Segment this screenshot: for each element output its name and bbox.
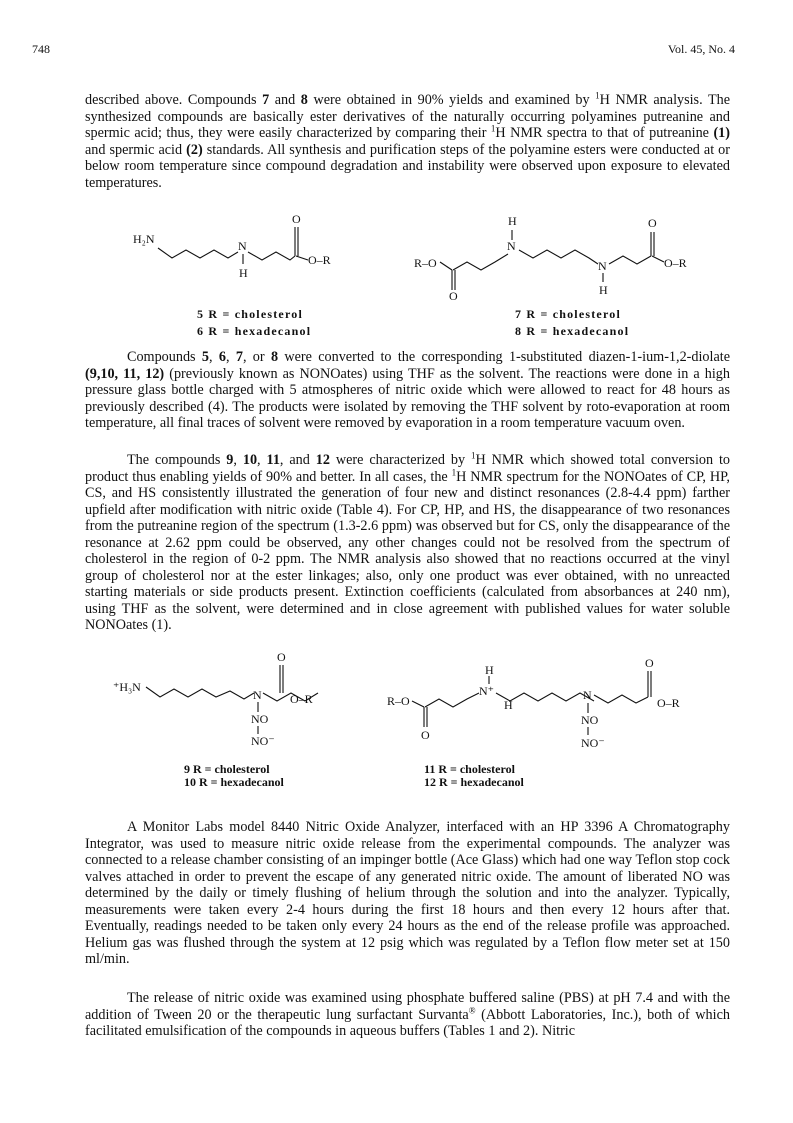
- atom-h-top: H: [485, 663, 494, 677]
- atom-h-1: H: [508, 214, 517, 228]
- atom-n: N: [253, 688, 262, 702]
- atom-no: NO: [251, 712, 269, 726]
- label-11: 11 R = cholesterol: [424, 762, 515, 776]
- atom-ro: R–O: [387, 694, 410, 708]
- atom-n-1: N: [507, 239, 516, 253]
- label-12: 12 R = hexadecanol: [424, 775, 524, 789]
- atom-o-carbonyl: O: [421, 728, 430, 742]
- paragraph-1: described above. Compounds 7 and 8 were obtained in 90% yields and examined by $^1$H NMR analysis. The synthesized compounds are basically ester derivatives of the naturally occurring polyamines putreanine and spermic acid; thus, they were easily characterized by comparing their $^1$H NMR spectra to that of putreanine (1) and spermic acid (2) standards. All synthesis and purification steps of the polyamine esters were conducted at or below room temperature since compound degradation and instability were observed upon exposure to elevated temperatures.: [85, 90, 731, 191]
- paragraph-5: The release of nitric oxide was examined using phosphate buffered saline (PBS) at pH 7.4 and with the addition of Tween 20 or the therapeutic lung surfactant Survanta® (Abbott Laboratories, Inc.), both of which facilitated emulsification of the compounds in aqueous buffers (Tables 1 and 2). Nitric: [85, 990, 730, 1039]
- paragraph-2: Compounds 5, 6, 7, or 8 were converted to the corresponding 1-substituted diazen-1-ium-1,2-diolate (9,10, 11, 12) (previously known as NONOates) using THF as the solvent. The reactions were done in a high pressure glass bottle charged with 5 atmospheres of nitric oxide which were allowed to react for 48 hours as previously described (4). The products were isolated by removing the THF solvent by roto-evaporation at room temperature, all final traces of solvent were removed by evaporation in a room temperature vacuum oven.: [85, 349, 730, 431]
- label-7: 7 R = cholesterol: [515, 307, 622, 321]
- label-8: 8 R = hexadecanol: [515, 324, 630, 338]
- atom-or: O–R: [657, 696, 680, 710]
- label-6: 6 R = hexadecanol: [197, 324, 312, 338]
- atom-h-side: H: [504, 698, 513, 712]
- atom-n: N: [238, 239, 247, 253]
- paragraph-4: A Monitor Labs model 8440 Nitric Oxide Analyzer, interfaced with an HP 3396 A Chromatography Integrator, was used to measure nitric oxide release from the experimental compounds. The analyzer was connected to a release chamber consisting of an impinger bottle (Ace Glass) which had one way Teflon stop cock valves attached in order to prevent the escape of any generated nitric oxide. The amount of liberated NO was determined by the daily or timely flushing of helium through the solution and into the analyzer. Typically, measurements were taken every 2-4 hours during the first 18 hours and then every 12 hours after that. Eventually, readings needed to be taken only every 24 hours as the end of the release profile was approached. Helium gas was flushed through the system at 12 psig which was regulated by a Teflon flow meter set at 150 ml/min.: [85, 819, 730, 967]
- atom-o-carbonyl-2: O: [645, 656, 654, 670]
- atom-or-2: O–R: [664, 256, 687, 270]
- atom-o-carbonyl-2: O: [648, 216, 657, 230]
- atom-or: O–R: [308, 253, 331, 267]
- structure-11-12: [0, 657, 793, 767]
- atom-no-minus: NO⁻: [581, 736, 605, 750]
- page-number: 748: [32, 42, 50, 56]
- atom-or: O–R: [290, 692, 313, 706]
- atom-o-carbonyl: O: [277, 650, 286, 664]
- atom-n-plus: N⁺: [479, 684, 494, 698]
- label-5: 5 R = cholesterol: [197, 307, 304, 321]
- atom-o-carbonyl: O: [292, 212, 301, 226]
- paragraph-3: The compounds 9, 10, 11, and 12 were characterized by $^1$H NMR which showed total conversion to product thus enabling yields of 90% and better. In all cases, the $^1$H NMR spectrum for the NONOates of CP, HP, CS, and HS consistently illustrated the generation of four new and distinct resonances (2.8-4.4 ppm) farther upfield after modification with nitric oxide (Table 4). For CP, HP, and HS, the disappearance of two resonances from the putreanine region of the spectrum (1.3-2.6 ppm) was observed but for CS, only the disappearance of the resonance at 2.62 ppm could be observed, any other changes could not be resolved from the spectrum of cholesterol in the region of 0-2 ppm. The NMR analysis also showed that no reactions occurred at the vinyl group of cholesterol nor at the ester linkages; also, only one product was ever obtained, with no unreacted starting materials or side products present. Extinction coefficients (calculated from absorbances at 240 nm), using THF as the solvent, were determined and in close agreement with published values for water soluble NONOates (1).: [85, 450, 731, 633]
- atom-no-minus: NO⁻: [251, 734, 275, 748]
- atom-h2n: H₂N: [133, 232, 155, 246]
- structure-7-8: [0, 210, 793, 303]
- atom-no: NO: [581, 713, 599, 727]
- atom-n: N: [583, 688, 592, 702]
- atom-o-carbonyl: O: [449, 289, 458, 303]
- atom-h-2: H: [599, 283, 608, 297]
- label-10: 10 R = hexadecanol: [184, 775, 284, 789]
- atom-h3n: ⁺H₃N: [113, 680, 141, 694]
- atom-n-2: N: [598, 259, 607, 273]
- label-9: 9 R = cholesterol: [184, 762, 270, 776]
- atom-h: H: [239, 266, 248, 280]
- atom-ro: R–O: [414, 256, 437, 270]
- journal-volume: Vol. 45, No. 4: [667, 42, 735, 56]
